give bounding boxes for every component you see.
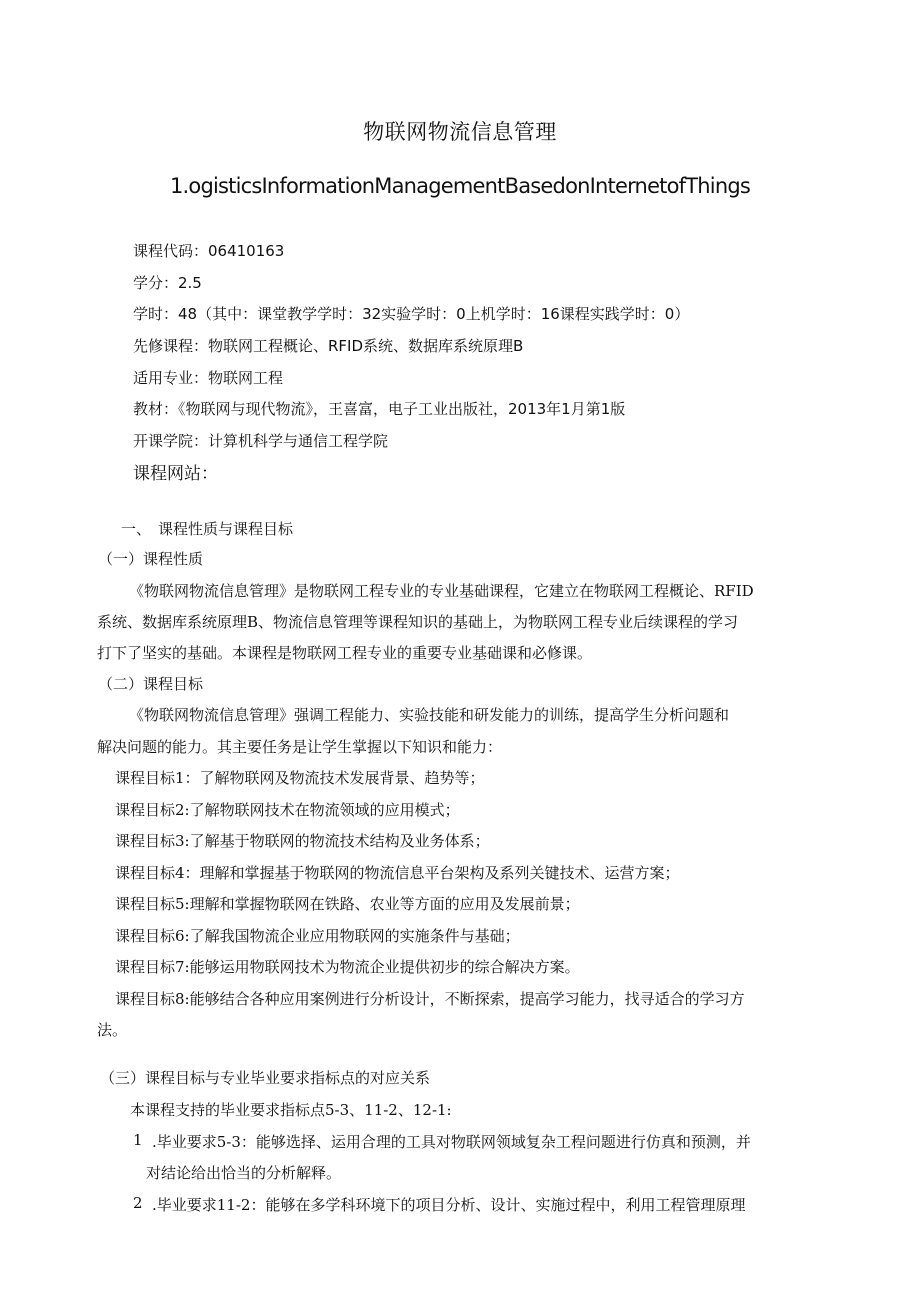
course-goal-item: 课程目标4：理解和掌握基于物联网的物流信息平台架构及系列关键技术、运营方案； — [115, 864, 680, 882]
course-goal-item: 课程目标2:了解物联网技术在物流领域的应用模式； — [115, 801, 460, 819]
course-website: 课程网站： — [133, 464, 218, 484]
course-goal-item: 课程目标6:了解我国物流企业应用物联网的实施条件与基础； — [115, 927, 520, 945]
requirement-number: 1 — [133, 1131, 143, 1149]
paragraph-line: 系统、数据库系统原理B、物流信息管理等课程知识的基础上，为物联网工程专业后续课程的学习 — [97, 613, 739, 631]
document-title: 物联网物流信息管理 — [363, 120, 557, 144]
course-goal-item: 课程目标1：了解物联网及物流技术发展背景、趋势等； — [115, 769, 485, 787]
subsection-heading-nature: （一）课程性质 — [98, 550, 204, 568]
paragraph-line: 本课程支持的毕业要求指标点5-3、11-2、12-1: — [130, 1101, 452, 1119]
paragraph-line: 《物联网物流信息管理》是物联网工程专业的专业基础课程，它建立在物联网工程概论、RFID — [129, 582, 754, 600]
prerequisite-courses: 先修课程：物联网工程概论、RFID系统、数据库系统原理B — [133, 337, 524, 355]
section-heading: 课程性质与课程目标 — [158, 520, 294, 538]
section-number: 一、 — [121, 520, 152, 538]
paragraph-line: 《物联网物流信息管理》强调工程能力、实验技能和研发能力的训练，提高学生分析问题和 — [129, 706, 730, 724]
document-title-english: 1.ogisticsInformationManagementBasedonInternetofThings — [169, 174, 751, 198]
course-hours: 学时：48（其中：课堂教学学时：32实验学时：0上机学时：16课程实践学时：0） — [133, 305, 690, 323]
course-code: 课程代码：06410163 — [133, 242, 285, 260]
requirement-number: 2 — [133, 1194, 143, 1212]
paragraph-line: 打下了坚实的基础。本课程是物联网工程专业的重要专业基础课和必修课。 — [97, 644, 593, 662]
course-goal-item: 课程目标8:能够结合各种应用案例进行分析设计，不断探索，提高学习能力，找寻适合的学习方 — [115, 990, 745, 1008]
offering-college: 开课学院：计算机科学与通信工程学院 — [133, 432, 389, 450]
course-credit: 学分：2.5 — [133, 274, 202, 292]
requirement-text: .毕业要求5-3：能够选择、运用合理的工具对物联网领域复杂工程问题进行仿真和预测，并 — [152, 1133, 751, 1151]
applicable-major: 适用专业：物联网工程 — [133, 369, 284, 387]
requirement-text-continuation: 对结论给出恰当的分析解释。 — [146, 1164, 342, 1182]
course-goal-item: 课程目标3:了解基于物联网的物流技术结构及业务体系； — [115, 832, 490, 850]
course-goal-item: 课程目标5:理解和掌握物联网在铁路、农业等方面的应用及发展前景； — [115, 895, 580, 913]
course-goal-item: 课程目标7:能够运用物联网技术为物流企业提供初步的综合解决方案。 — [115, 958, 580, 976]
subsection-heading-goals: （二）课程目标 — [98, 675, 204, 693]
course-goal-continuation: 法。 — [97, 1021, 128, 1039]
textbook: 教材：《物联网与现代物流》，王喜富，电子工业出版社，2013年1月第1版 — [133, 400, 626, 418]
requirement-text: .毕业要求11-2：能够在多学科环境下的项目分析、设计、实施过程中，利用工程管理原理 — [152, 1196, 746, 1214]
subsection-heading-mapping: （三）课程目标与专业毕业要求指标点的对应关系 — [100, 1069, 431, 1087]
paragraph-line: 解决问题的能力。其主要任务是让学生掌握以下知识和能力： — [97, 738, 503, 756]
